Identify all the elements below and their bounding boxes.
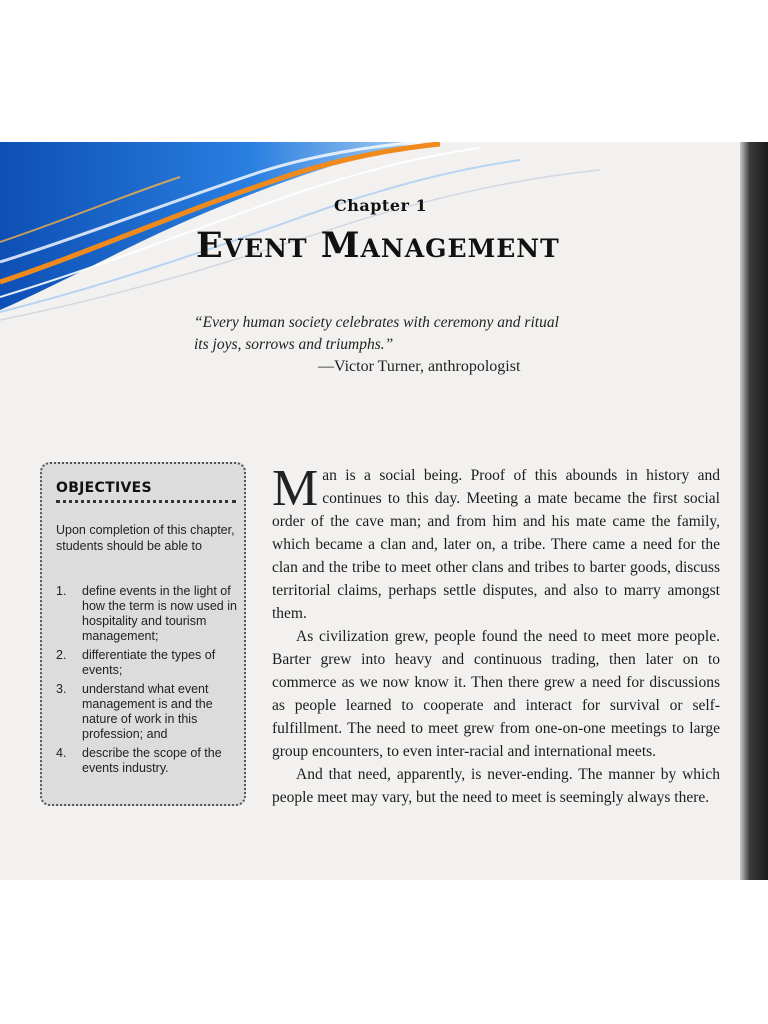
objectives-box bbox=[40, 462, 246, 806]
paragraph-text: an is a social being. Proof of this abounds in history and continues to this day. Meeting a mate became the first social order of the cave man; and from him and his mate came the family, which became a clan and, later on, a tribe. There came a need for the clan and the tribe to meet other clans and tribes to barter goods, discuss territorial claims, perhaps settle disputes, and also to marry amongst them. bbox=[272, 467, 720, 622]
list-item-number: 4. bbox=[56, 746, 67, 760]
list-item-number: 2. bbox=[56, 648, 67, 662]
epigraph-attribution: —Victor Turner, anthropologist bbox=[318, 358, 521, 375]
list-item bbox=[56, 648, 242, 678]
book-page bbox=[0, 142, 742, 880]
list-item bbox=[56, 682, 242, 742]
list-item-text: define events in the light of how the term is now used in hospitality and tourism management; bbox=[82, 584, 237, 643]
chapter-title: Event Management bbox=[196, 225, 560, 266]
body-paragraph-2: As civilization grew, people found the need to meet more people. Barter grew into heavy and continuous trading, then later on to commerce as we now know it. Then there grew a need for discussions as people learned to cooperate and interact for survival or self-fulfillment. The need to meet grew from one-on-one meetings to large group encounters, to even inter-racial and international meets. bbox=[272, 628, 720, 760]
list-item-text: understand what event management is and the nature of work in this profession; and bbox=[82, 682, 213, 741]
list-item bbox=[56, 584, 242, 644]
chapter-body bbox=[272, 460, 720, 809]
chapter-number-label: Chapter 1 bbox=[334, 196, 428, 215]
list-item-text: describe the scope of the events industry. bbox=[82, 746, 222, 775]
body-paragraph-3: And that need, apparently, is never-ending. The manner by which people meet may vary, but the need to meet is seemingly always there. bbox=[272, 766, 720, 806]
objectives-list bbox=[56, 584, 242, 780]
list-item-number: 1. bbox=[56, 584, 67, 598]
objectives-heading: OBJECTIVES bbox=[56, 480, 236, 503]
list-item-number: 3. bbox=[56, 682, 67, 696]
list-item bbox=[56, 746, 242, 776]
objectives-intro: Upon completion of this chapter, students should be able to bbox=[56, 523, 235, 553]
drop-cap: M bbox=[272, 460, 319, 517]
list-item-text: differentiate the types of events; bbox=[82, 648, 216, 677]
epigraph-quote: “Every human society celebrates with ceremony and ritual its joys, sorrows and triumphs.” bbox=[194, 314, 559, 353]
page-edge-shadow bbox=[740, 142, 768, 880]
body-paragraph-1 bbox=[272, 460, 720, 625]
